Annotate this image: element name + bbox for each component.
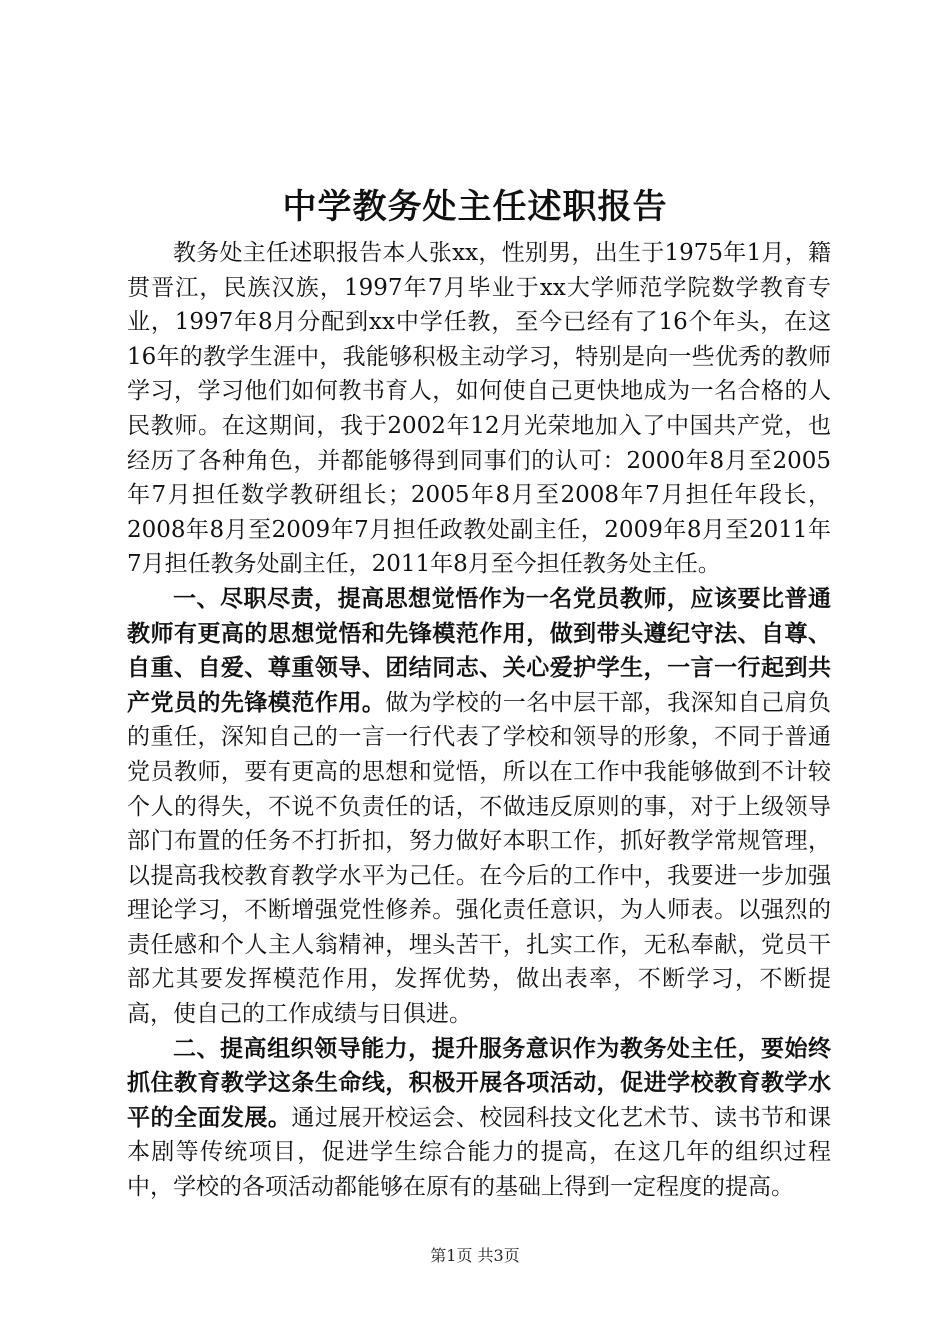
paragraph-intro <box>127 236 831 582</box>
document-title: 中学教务处主任述职报告 <box>282 187 668 227</box>
page-number-footer: 第1页 共3页 <box>430 1246 520 1265</box>
paragraph-section-2 <box>127 1032 831 1205</box>
paragraph-lead: 二、提高组织领导能力，提升服务意识作为教务处主任，要始终抓住教育教学这条生命线，积极开展各项活动，促进学校教育教学水平的全面发展。 <box>127 1034 831 1131</box>
paragraph-text: 做为学校的一名中层干部，我深知自己肩负的重任，深知自己的一言一行代表了学校和领导的形象，不同于普通党员教师，要有更高的思想和觉悟，所以在工作中我能够做到不计较个人的得失，不说不负责任的话，不做违反原则的事，对于上级领导部门布置的任务不打折扣，努力做好本职工作，抓好教学常规管理，以提高我校教育教学水平为己任。在今后的工作中，我要进一步加强理论学习，不断增强党性修养。强化责任意识，为人师表。以强烈的责任感和个人主人翁精神，埋头苦干，扎实工作，无私奉献，党员干部尤其要发挥模范作用，发挥优势，做出表率，不断学习，不断提高，使自己的工作成绩与日俱进。 <box>127 689 832 1028</box>
paragraph-section-1 <box>127 582 831 1032</box>
document-body <box>127 236 831 1205</box>
paragraph-lead: 一、尽职尽责，提高思想觉悟作为一名党员教师，应该要比普通教师有更高的思想觉悟和先锋模范作用，做到带头遵纪守法、自尊、自重、自爱、尊重领导、团结同志、关心爱护学生，一言一行起到共产党员的先锋模范作用。 <box>127 584 831 716</box>
paragraph-text: 教务处主任述职报告本人张xx，性别男，出生于1975年1月，籍贯晋江，民族汉族，1997年7月毕业于xx大学师范学院数学教育专业，1997年8月分配到xx中学任教，至今已经有了16个年头，在这16年的教学生涯中，我能够积极主动学习，特别是向一些优秀的教师学习，学习他们如何教书育人，如何使自己更快地成为一名合格的人民教师。在这期间，我于2002年12月光荣地加入了中国共产党，也经历了各种角色，并都能够得到同事们的认可：2000年8月至2005年7月担任数学教研组长；2005年8月至2008年7月担任年段长，2008年8月至2009年7月担任政教处副主任，2009年8月至2011年7月担任教务处副主任，2011年8月至今担任教务处主任。 <box>127 240 831 578</box>
paragraph-text: 通过展开校运会、校园科技文化艺术节、读书节和课本剧等传统项目，促进学生综合能力的提高，在这几年的组织过程中，学校的各项活动都能够在原有的基础上得到一定程度的提高。 <box>127 1104 832 1201</box>
